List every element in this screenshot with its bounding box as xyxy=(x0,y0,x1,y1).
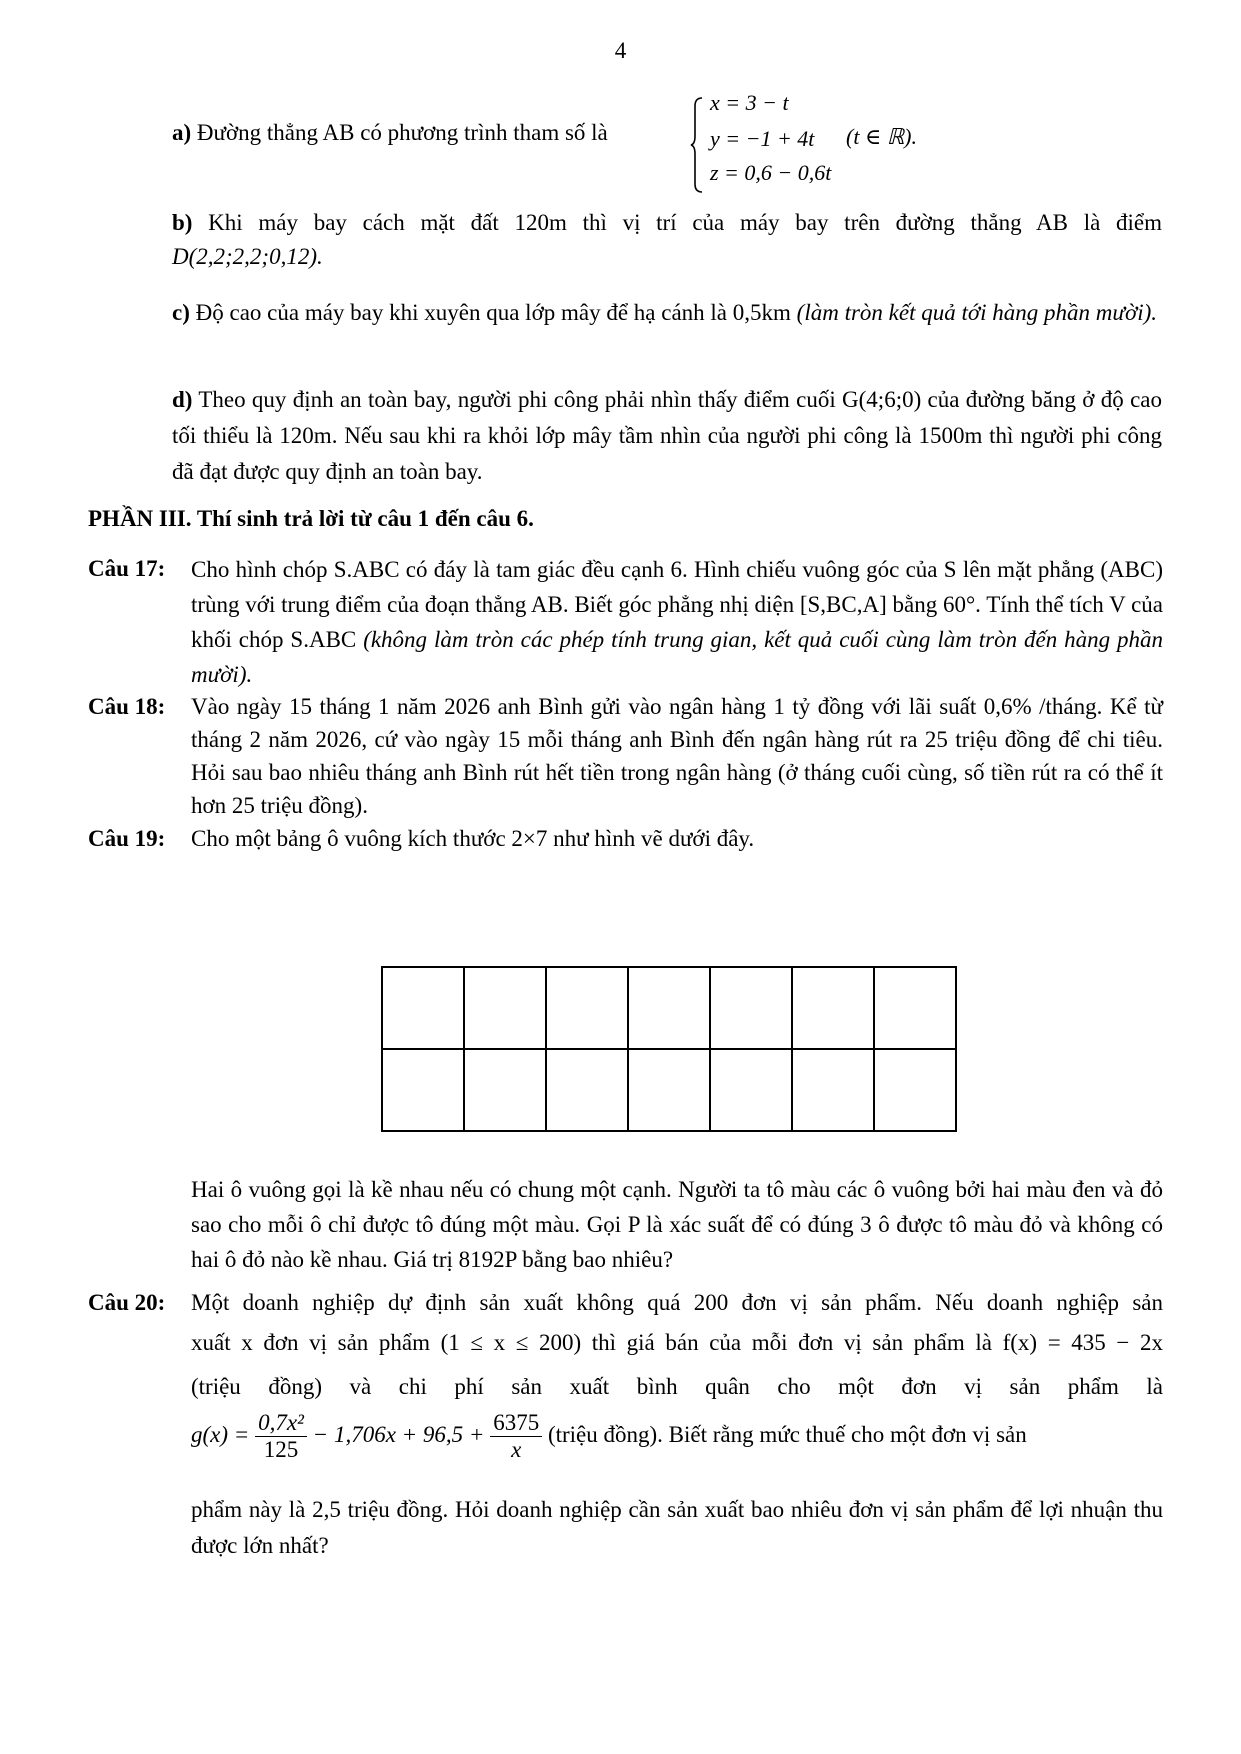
formula-tail: (triệu đồng). Biết rằng mức thuế cho một đơn vị sản xyxy=(547,1421,1027,1447)
page-number: 4 xyxy=(614,38,627,63)
part-b xyxy=(172,206,1162,274)
fraction-2-numerator: 6375 xyxy=(490,1410,542,1437)
grid-cell xyxy=(710,1049,792,1131)
question-20-line5: phẩm này là 2,5 triệu đồng. Hỏi doanh nghiệp cần sản xuất bao nhiêu đơn vị sản phẩm để lợi nhuận thu được lớn nhất? xyxy=(191,1497,1163,1558)
grid-cell xyxy=(382,1049,464,1131)
grid-cell xyxy=(792,967,874,1049)
part-c-note: (làm tròn kết quả tới hàng phần mười). xyxy=(796,300,1158,325)
grid-cell xyxy=(464,967,546,1049)
question-20-formula xyxy=(191,1410,1163,1463)
question-19-text2: Hai ô vuông gọi là kề nhau nếu có chung một cạnh. Người ta tô màu các ô vuông bởi hai màu đen và đỏ sao cho mỗi ô chỉ được tô đúng một màu. Gọi P là xác suất để có đúng 3 ô được tô màu đỏ và không có hai ô đỏ nào kề nhau. Giá trị 8192P bằng bao nhiêu? xyxy=(191,1177,1163,1272)
fraction-1 xyxy=(255,1410,307,1463)
grid-cell xyxy=(628,1049,710,1131)
question-20-label: Câu 20: xyxy=(88,1290,166,1315)
g-function: g(x) = xyxy=(191,1421,250,1447)
grid-cell xyxy=(546,967,628,1049)
question-20-line1: Một doanh nghiệp dự định sản xuất không quá 200 đơn vị sản phẩm. Nếu doanh nghiệp sản xyxy=(191,1290,1163,1315)
part-c-text: Độ cao của máy bay khi xuyên qua lớp mây để hạ cánh là 0,5km xyxy=(195,300,791,325)
part-c-label: c) xyxy=(172,300,190,325)
part-d-text: Theo quy định an toàn bay, người phi công phải nhìn thấy điểm cuối G(4;6;0) của đường băng ở độ cao tối thiểu là 120m. Nếu sau khi ra khỏi lớp mây tầm nhìn của người phi công là 1500m thì người phi công đã đạt được quy định an toàn bay. xyxy=(172,387,1162,484)
grid-cell xyxy=(792,1049,874,1131)
fraction-2 xyxy=(490,1410,542,1463)
grid-cell xyxy=(382,967,464,1049)
fraction-2-denominator: x xyxy=(511,1437,522,1462)
formula-middle: − 1,706x + 96,5 + xyxy=(312,1421,485,1447)
part-d xyxy=(172,382,1162,490)
equation-x: x = 3 − t xyxy=(710,90,789,115)
question-18-label: Câu 18: xyxy=(88,694,166,719)
part-a-label: a) xyxy=(172,120,192,145)
parameter-domain: (t ∈ ℝ). xyxy=(846,124,917,149)
equation-z: z = 0,6 − 0,6t xyxy=(710,160,832,185)
part-a-text: Đường thẳng AB có phương trình tham số là xyxy=(196,120,608,145)
part-a xyxy=(172,116,692,150)
part-d-label: d) xyxy=(172,387,193,412)
fraction-1-denominator: 125 xyxy=(263,1437,299,1462)
question-17-label: Câu 17: xyxy=(88,556,166,581)
part-b-point: D(2,2;2,2;0,12). xyxy=(172,244,323,269)
grid-cell xyxy=(546,1049,628,1131)
question-17-note: (không làm tròn các phép tính trung gian, kết quả cuối cùng làm tròn đến hàng phần mười). xyxy=(191,627,1164,687)
part-c xyxy=(172,296,1162,330)
question-20-line3: (triệu đồng) và chi phí sản xuất bình quân cho một đơn vị sản phẩm là xyxy=(191,1374,1163,1399)
grid-cell xyxy=(464,1049,546,1131)
grid-2x7 xyxy=(380,965,962,1141)
section-heading: PHẦN III. Thí sinh trả lời từ câu 1 đến câu 6. xyxy=(88,506,534,531)
grid-cell xyxy=(874,967,956,1049)
equation-y: y = −1 + 4t xyxy=(710,126,815,151)
part-b-line1: Khi máy bay cách mặt đất 120m thì vị trí của máy bay trên đường thẳng AB là điểm xyxy=(208,210,1163,235)
question-19-label: Câu 19: xyxy=(88,826,166,851)
fraction-1-numerator: 0,7x² xyxy=(255,1410,307,1437)
grid-cell xyxy=(628,967,710,1049)
question-18-text: Vào ngày 15 tháng 1 năm 2026 anh Bình gửi vào ngân hàng 1 tỷ đồng với lãi suất 0,6% /tháng. Kể từ tháng 2 năm 2026, cứ vào ngày 15 mỗi tháng anh Bình đến ngân hàng rút ra 25 triệu đồng để chi tiêu. Hỏi sau bao nhiêu tháng anh Bình rút hết tiền trong ngân hàng (ở tháng cuối cùng, số tiền rút ra có thể ít hơn 25 triệu đồng). xyxy=(191,694,1163,818)
part-b-label: b) xyxy=(172,210,193,235)
grid-cell xyxy=(874,1049,956,1131)
question-17-text: Cho hình chóp S.ABC có đáy là tam giác đều cạnh 6. Hình chiếu vuông góc của S lên mặt phẳng (ABC) trùng với trung điểm của đoạn thẳng AB. Biết góc phẳng nhị diện [S,BC,A] bằng 60°. Tính thể tích V của khối chóp S.ABC xyxy=(191,557,1163,652)
question-20-line2: xuất x đơn vị sản phẩm (1 ≤ x ≤ 200) thì giá bán của mỗi đơn vị sản phẩm là f(x) = 435 − 2x xyxy=(191,1330,1163,1355)
question-19-text: Cho một bảng ô vuông kích thước 2×7 như hình vẽ dưới đây. xyxy=(191,826,755,851)
brace-icon xyxy=(690,96,704,194)
grid-cell xyxy=(710,967,792,1049)
